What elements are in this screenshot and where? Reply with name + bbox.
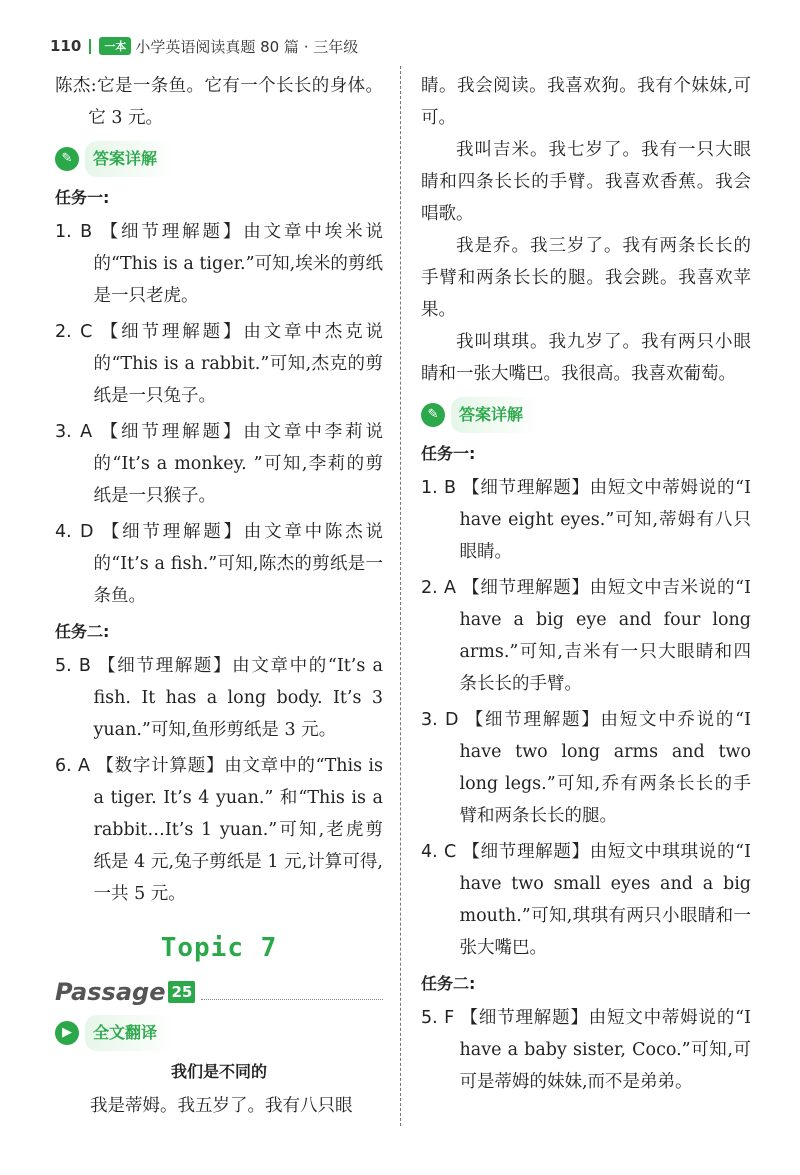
passage-number: 25 (168, 981, 195, 1003)
answer-number: 5. B (55, 656, 91, 676)
task-two-heading: 任务二: (421, 974, 476, 993)
translation-title: 我们是不同的 (170, 1062, 267, 1081)
answer-item (55, 416, 383, 512)
answer-item (55, 316, 383, 412)
translation-paragraph: 我叫吉米。我七岁了。我有一只大眼睛和四条长长的手臂。我喜欢香蕉。我会唱歌。 (421, 140, 751, 224)
answer-item (55, 516, 383, 612)
book-title: 小学英语阅读真题 80 篇 · 三年级 (135, 37, 359, 56)
answer-item (421, 572, 751, 700)
answer-item (421, 836, 751, 964)
passage-label: Passage (55, 978, 166, 1006)
answer-number: 4. D (55, 522, 94, 542)
right-column (421, 70, 751, 1102)
answer-number: 1. B (421, 478, 456, 498)
translation-paragraph: 我叫琪琪。我九岁了。我有两只小眼睛和一张大嘴巴。我很高。我喜欢葡萄。 (421, 332, 751, 384)
answer-item (421, 704, 751, 832)
translation-paragraph: 睛。我会阅读。我喜欢狗。我有个妹妹,可可。 (421, 76, 751, 128)
task-two-heading: 任务二: (55, 622, 110, 641)
answer-number: 6. A (55, 756, 91, 776)
answer-number: 2. C (55, 322, 93, 342)
translation-paragraph: 我是蒂姆。我五岁了。我有八只眼 (90, 1096, 353, 1116)
answer-text: 【细节理解题】由文章中埃米说的“This is a tiger.”可知,埃米的剪纸是一只老虎。 (93, 222, 384, 306)
answer-number: 3. A (55, 422, 93, 442)
answer-item (421, 1002, 751, 1098)
pencil-icon: ✎ (55, 147, 79, 171)
task-one-heading: 任务一: (421, 444, 476, 463)
answer-text: 【细节理解题】由短文中乔说的“I have two long arms and two long legs.”可知,乔有两条长长的手臂和两条长长的腿。 (459, 710, 751, 826)
answer-text: 【细节理解题】由短文中蒂姆说的“I have eight eyes.”可知,蒂姆有八只眼睛。 (459, 478, 752, 562)
translation-badge-label: 全文翻译 (85, 1015, 175, 1051)
left-column (55, 70, 383, 1122)
pencil-icon: ✎ (421, 403, 445, 427)
answer-text: 【细节理解题】由短文中琪琪说的“I have two small eyes and a big mouth.”可知,琪琪有两只小眼睛和一张大嘴巴。 (459, 842, 751, 958)
passage-dotted-rule (201, 985, 383, 1000)
answer-badge (421, 400, 751, 430)
column-divider (400, 66, 401, 1126)
page-number: 110 (50, 37, 82, 55)
translation-paragraph: 我是乔。我三岁了。我有两条长长的手臂和两条长长的腿。我会跳。我喜欢苹果。 (421, 236, 751, 320)
answer-item (55, 750, 383, 910)
answer-badge-label: 答案详解 (451, 397, 541, 433)
answer-item (55, 216, 383, 312)
answer-text: 【细节理解题】由文章中的“It’s a fish. It has a long body. It’s 3 yuan.”可知,鱼形剪纸是 3 元。 (93, 656, 383, 740)
play-icon: ▶ (55, 1021, 79, 1045)
topic-heading: Topic 7 (160, 933, 278, 963)
answer-badge-label: 答案详解 (85, 141, 175, 177)
answer-number: 1. B (55, 222, 93, 242)
answer-number: 4. C (421, 842, 457, 862)
answer-text: 【细节理解题】由文章中陈杰说的“It’s a fish.”可知,陈杰的剪纸是一条鱼。 (93, 522, 383, 606)
answer-number: 3. D (421, 710, 459, 730)
translation-badge (55, 1018, 383, 1048)
answer-number: 2. A (421, 578, 456, 598)
answer-text: 【细节理解题】由文章中杰克说的“This is a rabbit.”可知,杰克的剪纸是一只兔子。 (93, 322, 383, 406)
answer-text: 【细节理解题】由短文中蒂姆说的“I have a baby sister, Coco.”可知,可可是蒂姆的妹妹,而不是弟弟。 (459, 1008, 751, 1092)
answer-number: 5. F (421, 1008, 455, 1028)
carryover-text: 陈杰:它是一条鱼。它有一个长长的身体。它 3 元。 (55, 76, 383, 128)
answer-text: 【细节理解题】由短文中吉米说的“I have a big eye and four long arms.”可知,吉米有一只大眼睛和四条长长的手臂。 (459, 578, 751, 694)
answer-badge (55, 144, 383, 174)
book-logo: 一本 (99, 37, 131, 55)
answer-item (421, 472, 751, 568)
passage-heading (55, 976, 383, 1008)
task-one-heading: 任务一: (55, 188, 110, 207)
page-header (50, 34, 358, 58)
answer-item (55, 650, 383, 746)
header-divider (89, 39, 91, 54)
answer-text: 【数字计算题】由文章中的“This is a tiger. It’s 4 yuan.” 和“This is a rabbit…It’s 1 yuan.”可知,老虎剪纸是 4 元,兔子剪纸是 1 元,计算可得,一共 5 元。 (93, 756, 384, 904)
answer-text: 【细节理解题】由文章中李莉说的“It’s a monkey. ”可知,李莉的剪纸是一只猴子。 (93, 422, 384, 506)
